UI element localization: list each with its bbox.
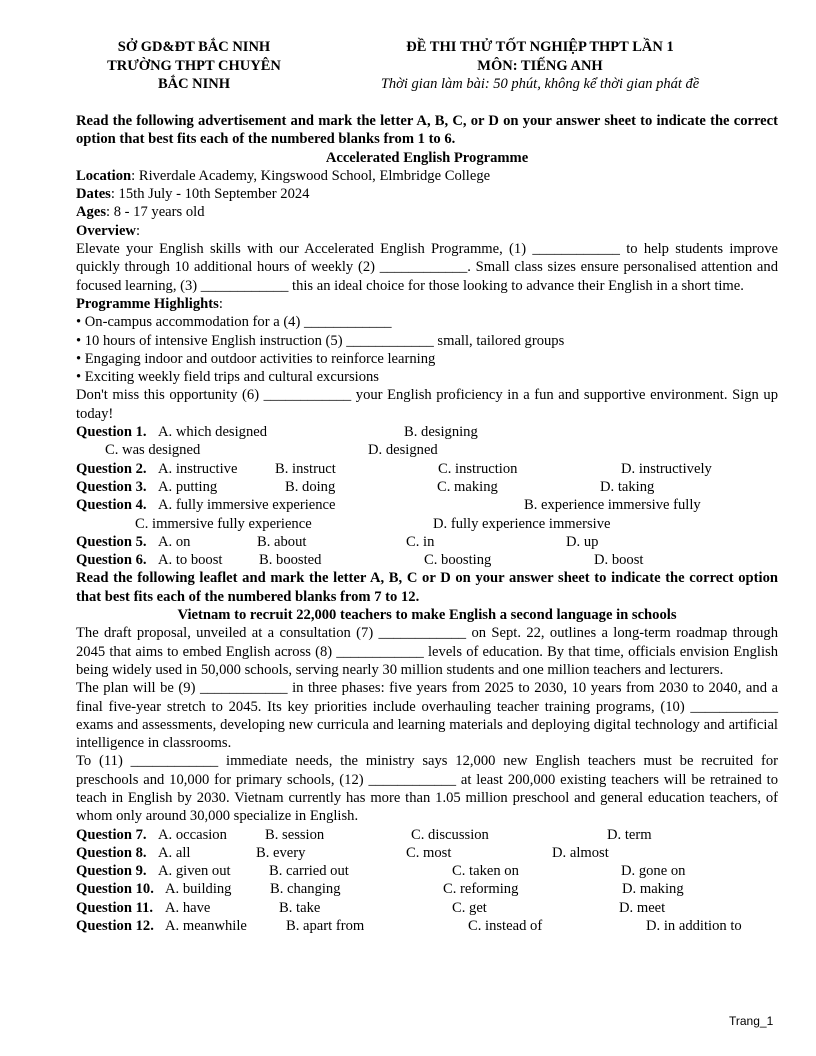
question-label: Question 3. xyxy=(76,478,147,495)
question-label: Question 6. xyxy=(76,552,147,569)
option-a: A. all xyxy=(158,844,191,861)
option-c: C. making xyxy=(437,478,498,495)
option-b: B. carried out xyxy=(269,863,349,880)
question-1-continued xyxy=(76,441,778,459)
question-3 xyxy=(76,478,778,496)
option-c: C. boosting xyxy=(424,552,492,569)
highlight-item: • Exciting weekly field trips and cultural excursions xyxy=(76,369,379,386)
question-label: Question 11. xyxy=(76,899,154,916)
school-name-line2: BẮC NINH xyxy=(157,76,231,92)
overview-colon: : xyxy=(135,222,141,239)
option-b: B. about xyxy=(257,533,307,550)
option-a: A. instructive xyxy=(158,460,238,477)
option-c: C. get xyxy=(452,899,487,916)
highlight-item: • Engaging indoor and outdoor activities to reinforce learning xyxy=(76,350,436,367)
option-c: C. most xyxy=(406,844,452,861)
option-a: A. which designed xyxy=(158,424,268,441)
question-9 xyxy=(76,862,778,880)
ages-label: Ages xyxy=(76,204,106,221)
question-8 xyxy=(76,844,778,862)
option-d: D. instructively xyxy=(621,460,712,477)
option-d: D. making xyxy=(622,881,684,898)
exam-title: ĐỀ THI THỬ TỐT NGHIỆP THPT LẦN 1 xyxy=(406,39,674,55)
option-a: A. given out xyxy=(158,863,231,880)
location-value: : Riverdale Academy, Kingswood School, Elmbridge College xyxy=(131,167,491,184)
option-c: C. discussion xyxy=(411,826,489,843)
part1-instruction: Read the following advertisement and mark the letter A, B, C, or D on your answer sheet to indicate the correct option that best fits each of the numbered blanks from 1 to 6. xyxy=(76,113,778,148)
highlights-label: Programme Highlights xyxy=(76,295,219,312)
ages-line xyxy=(76,203,778,221)
exam-subject: MÔN: TIẾNG ANH xyxy=(477,57,603,74)
question-label: Question 12. xyxy=(76,918,154,935)
question-6 xyxy=(76,551,778,569)
option-b: B. instruct xyxy=(275,460,336,477)
option-b: B. session xyxy=(265,826,325,843)
option-b: B. changing xyxy=(270,881,341,898)
option-b: B. doing xyxy=(285,478,336,495)
question-4 xyxy=(76,496,778,514)
option-c: C. taken on xyxy=(452,863,519,880)
part2-instruction: Read the following leaflet and mark the letter A, B, C or D on your answer sheet to indicate the correct option that best fits each of the numbered blanks from 7 to 12. xyxy=(76,570,778,605)
option-c: C. in xyxy=(406,533,435,550)
option-d: D. term xyxy=(607,826,652,843)
option-b: B. every xyxy=(256,844,306,861)
school-name-line1: TRƯỜNG THPT CHUYÊN xyxy=(107,57,281,74)
question-label: Question 1. xyxy=(76,424,147,441)
option-a: A. building xyxy=(165,881,232,898)
overview-label: Overview xyxy=(76,222,136,239)
option-c: C. instead of xyxy=(468,918,543,935)
advert-title: Accelerated English Programme xyxy=(325,149,529,166)
option-a: A. on xyxy=(158,533,191,550)
school-header xyxy=(84,38,304,94)
leaflet-paragraph-1: The draft proposal, unveiled at a consultation (7) ____________ on Sept. 22, outlines a long-term roadmap through 2045 that aims to embed English across (8) ____________ levels of education. By that time, officials envision English being widely used in 50,000 schools, serving nearly 30 million students and one million teachers and lecturers. xyxy=(76,625,778,678)
page-number: Trang_1 xyxy=(729,1014,774,1028)
dates-label: Dates xyxy=(76,186,111,203)
exam-time: Thời gian làm bài: 50 phút, không kể thời gian phát đề xyxy=(380,76,700,92)
option-b: B. apart from xyxy=(286,918,365,935)
department-name: SỞ GD&ĐT BẮC NINH xyxy=(117,39,271,55)
question-label: Question 4. xyxy=(76,497,147,514)
question-label: Question 7. xyxy=(76,826,147,843)
option-c: C. immersive fully experience xyxy=(135,515,312,532)
exam-content xyxy=(76,112,778,935)
dates-value: : 15th July - 10th September 2024 xyxy=(110,186,310,203)
highlights-heading xyxy=(76,295,778,313)
option-b: B. boosted xyxy=(259,552,322,569)
exam-header xyxy=(340,38,740,94)
option-d: D. in addition to xyxy=(646,918,742,935)
option-d: D. gone on xyxy=(621,863,686,880)
option-a: A. putting xyxy=(158,478,218,495)
option-b: B. experience immersive fully xyxy=(524,497,701,514)
option-a: A. fully immersive experience xyxy=(158,497,336,514)
option-a: A. meanwhile xyxy=(165,918,247,935)
option-d: D. almost xyxy=(552,844,609,861)
question-label: Question 2. xyxy=(76,460,147,477)
location-line xyxy=(76,167,778,185)
highlight-item: • On-campus accommodation for a (4) ____________ xyxy=(76,314,392,331)
highlights-colon: : xyxy=(218,295,223,312)
question-label: Question 5. xyxy=(76,533,147,550)
question-label: Question 10. xyxy=(76,881,154,898)
overview-heading xyxy=(76,222,778,240)
leaflet-title: Vietnam to recruit 22,000 teachers to make English a second language in schools xyxy=(177,607,677,624)
option-a: A. occasion xyxy=(158,826,227,843)
option-c: C. was designed xyxy=(105,442,201,459)
leaflet-paragraph-3: To (11) ____________ immediate needs, the ministry says 12,000 new English teachers must be recruited for preschools and 10,000 for primary schools, (12) ____________ at least 200,000 existing teachers will be retrained to teach in English by 2030. Vietnam currently has more than 1.05 million preschool and general education teachers, of whom only around 30,000 specialize in English. xyxy=(76,753,778,825)
option-d: D. meet xyxy=(619,899,666,916)
question-10 xyxy=(76,880,778,898)
option-b: B. designing xyxy=(404,424,478,441)
question-label: Question 8. xyxy=(76,844,147,861)
dates-line xyxy=(76,185,778,203)
location-label: Location xyxy=(76,167,132,184)
question-2 xyxy=(76,460,778,478)
option-b: B. take xyxy=(279,899,321,916)
option-a: A. to boost xyxy=(158,552,223,569)
question-1 xyxy=(76,423,778,441)
option-c: C. reforming xyxy=(443,881,519,898)
ages-value: : 8 - 17 years old xyxy=(106,204,205,221)
option-d: D. boost xyxy=(594,552,644,569)
option-c: C. instruction xyxy=(438,460,518,477)
option-d: D. taking xyxy=(600,478,655,495)
question-7 xyxy=(76,826,778,844)
question-11 xyxy=(76,899,778,917)
option-d: D. designed xyxy=(368,442,438,459)
question-label: Question 9. xyxy=(76,863,147,880)
overview-text: Elevate your English skills with our Accelerated English Programme, (1) ____________ to help students improve quickly through 10 additional hours of weekly (2) ____________. Small class sizes ensure personalised attention and focused learning, (3) ____________ this an ideal choice for those looking to advance their English in a short time. xyxy=(76,241,778,294)
question-4-continued xyxy=(76,515,778,533)
highlight-item: • 10 hours of intensive English instruction (5) ____________ small, tailored groups xyxy=(76,332,565,349)
option-a: A. have xyxy=(165,899,211,916)
question-5 xyxy=(76,533,778,551)
question-12 xyxy=(76,917,778,935)
advert-closing: Don't miss this opportunity (6) ____________ your English proficiency in a fun and supportive environment. Sign up today! xyxy=(76,387,778,422)
option-d: D. fully experience immersive xyxy=(433,515,611,532)
option-d: D. up xyxy=(566,533,599,550)
leaflet-paragraph-2: The plan will be (9) ____________ in three phases: five years from 2025 to 2030, 10 years from 2030 to 2040, and a final five-year stretch to 2045. Its key priorities include overhauling teacher training programs, (10) ____________ exams and assessments, developing new curricula and learning materials and deploying digital technology and artificial intelligence in classrooms. xyxy=(76,680,778,752)
